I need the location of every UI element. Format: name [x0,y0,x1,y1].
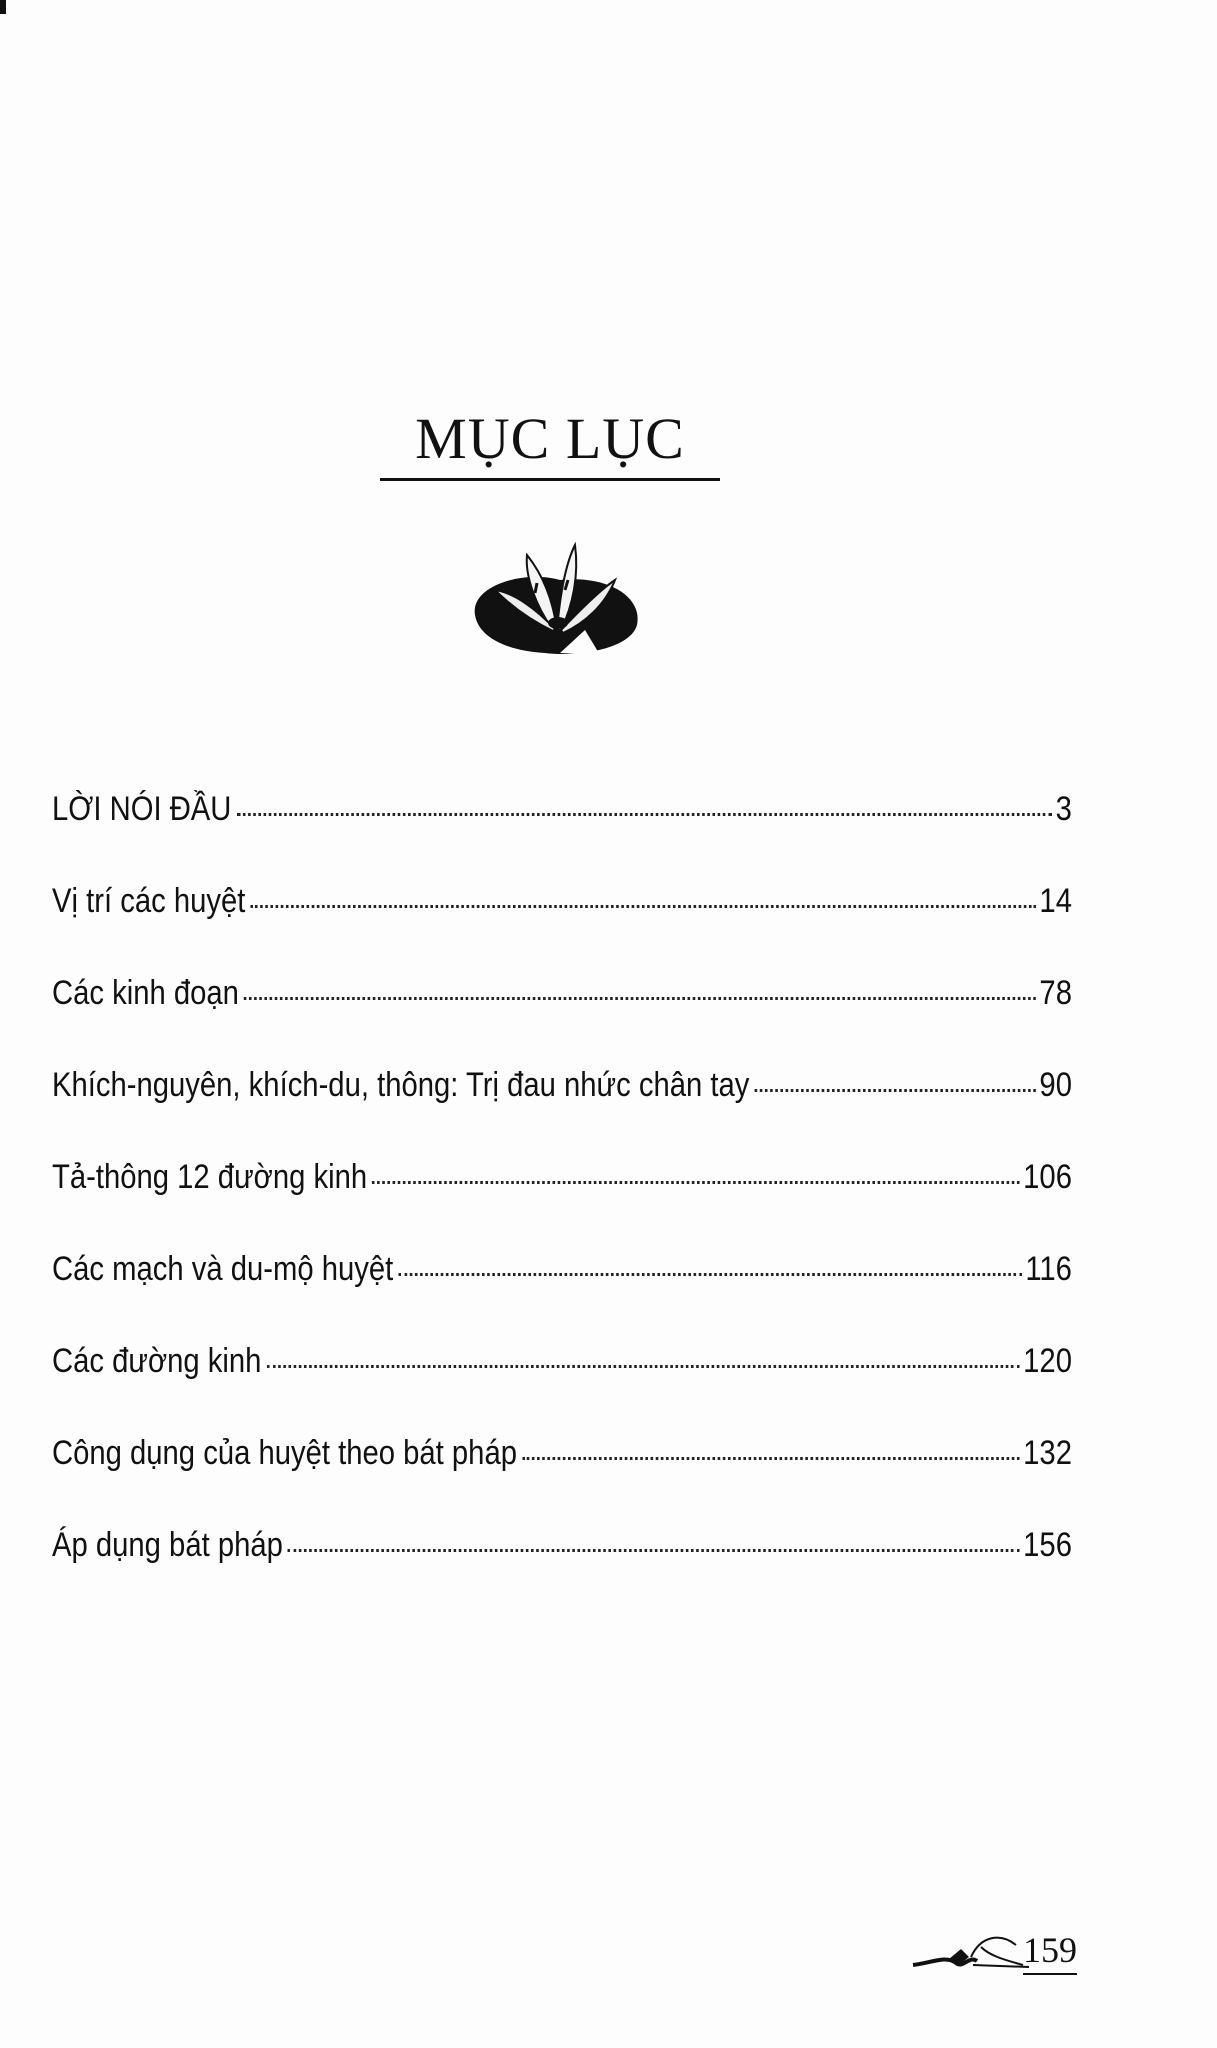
toc-entry-title: Các đường kinh [52,1342,262,1380]
page-footer [911,1925,1077,1975]
toc-entry[interactable] [52,790,1072,882]
toc-entry-page: 120 [1023,1342,1072,1380]
toc-entry-page: 132 [1023,1434,1072,1472]
toc-dot-leader [244,997,1036,1000]
toc-entry-title: LỜI NÓI ĐẦU [52,790,232,828]
toc-entry[interactable] [52,1158,1072,1250]
toc-entry[interactable] [52,882,1072,974]
toc-dot-leader [522,1457,1020,1460]
page-title: MỤC LỤC [415,406,685,471]
toc-entry-title: Khích-nguyên, khích-du, thông: Trị đau nhức chân tay [52,1066,750,1104]
toc-entry-title: Các kinh đoạn [52,974,239,1012]
title-underline [380,478,720,481]
toc-entry[interactable] [52,974,1072,1066]
toc-entry-page: 14 [1039,882,1072,920]
toc-dot-leader [237,813,1053,816]
toc-dot-leader [288,1549,1020,1552]
toc-entry-page: 78 [1039,974,1072,1012]
toc-entry[interactable] [52,1526,1072,1618]
toc-entry-page: 90 [1039,1066,1072,1104]
toc-entry-title: Vị trí các huyệt [52,882,246,920]
toc-entry-page: 116 [1025,1250,1072,1288]
toc-dot-leader [372,1181,1019,1184]
toc-dot-leader [267,1365,1020,1368]
toc-entry[interactable] [52,1342,1072,1434]
toc-entry[interactable] [52,1066,1072,1158]
toc-entry[interactable] [52,1434,1072,1526]
wave-icon [911,1925,1031,1975]
toc-entry-page: 156 [1023,1526,1072,1564]
corner-mark [0,0,6,14]
toc-entry-title: Các mạch và du-mộ huyệt [52,1250,394,1288]
toc-entry-title: Tả-thông 12 đường kinh [52,1158,368,1196]
lotus-icon [465,535,645,660]
toc-dot-leader [398,1273,1021,1276]
table-of-contents [52,790,1072,1618]
toc-entry[interactable] [52,1250,1072,1342]
toc-entry-title: Áp dụng bát pháp [52,1526,283,1564]
page-number: 159 [1023,1929,1077,1975]
toc-entry-title: Công dụng của huyệt theo bát pháp [52,1434,517,1472]
toc-dot-leader [251,905,1036,908]
toc-entry-page: 106 [1023,1158,1072,1196]
toc-entry-page: 3 [1055,790,1072,828]
toc-dot-leader [755,1089,1036,1092]
